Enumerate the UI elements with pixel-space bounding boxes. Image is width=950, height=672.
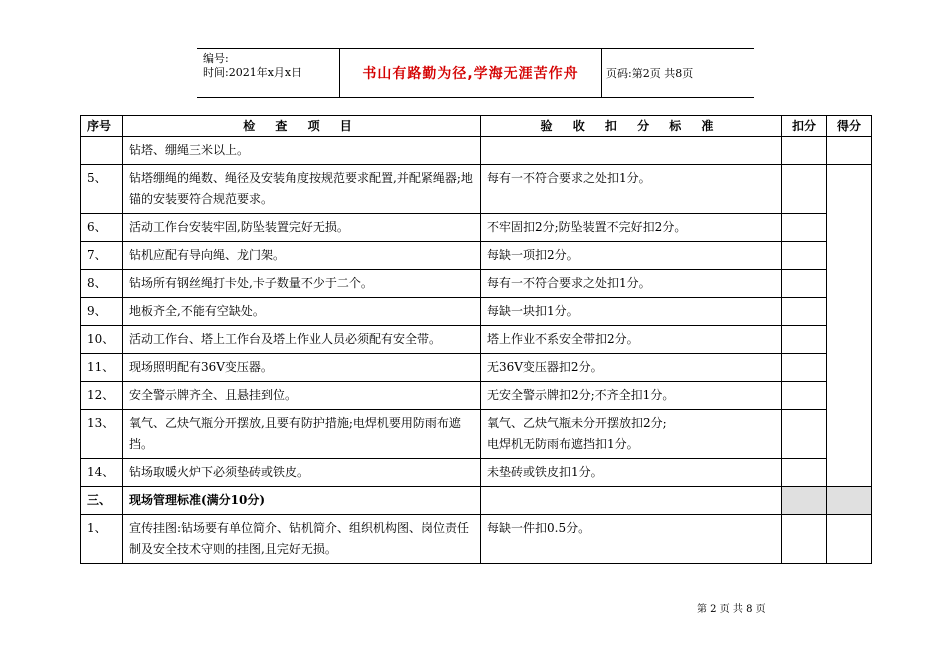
row-deduction bbox=[782, 214, 827, 242]
row-standard bbox=[481, 137, 782, 165]
row-standard: 无36V变压器扣2分。 bbox=[481, 354, 782, 382]
row-deduction bbox=[782, 410, 827, 459]
time-label: 时间:2021年x月x日 bbox=[203, 66, 303, 79]
row-deduction bbox=[782, 459, 827, 487]
table-row bbox=[81, 354, 872, 382]
row-standard: 每有一不符合要求之处扣1分。 bbox=[481, 270, 782, 298]
section-score bbox=[827, 487, 872, 515]
row-no: 6、 bbox=[81, 214, 123, 242]
row-score bbox=[827, 137, 872, 165]
row-item: 钻塔、绷绳三米以上。 bbox=[123, 137, 481, 165]
row-no: 12、 bbox=[81, 382, 123, 410]
table-row bbox=[81, 382, 872, 410]
section-no: 三、 bbox=[81, 487, 123, 515]
page-footer: 第 2 页 共 8 页 bbox=[697, 604, 766, 615]
row-deduction bbox=[782, 298, 827, 326]
row-item: 氧气、乙炔气瓶分开摆放,且要有防护措施;电焊机要用防雨布遮挡。 bbox=[123, 410, 481, 459]
col-header-deduction: 扣分 bbox=[782, 116, 827, 137]
row-standard: 塔上作业不系安全带扣2分。 bbox=[481, 326, 782, 354]
inspection-table bbox=[80, 115, 872, 564]
row-item: 现场照明配有36V变压器。 bbox=[123, 354, 481, 382]
table-row bbox=[81, 515, 872, 564]
number-label: 编号: bbox=[203, 52, 229, 65]
table-row bbox=[81, 137, 872, 165]
row-no: 9、 bbox=[81, 298, 123, 326]
table-row bbox=[81, 270, 872, 298]
row-item: 安全警示牌齐全、且悬挂到位。 bbox=[123, 382, 481, 410]
row-score bbox=[827, 515, 872, 564]
row-no: 5、 bbox=[81, 165, 123, 214]
col-header-item: 检 查 项 目 bbox=[123, 116, 481, 137]
row-score-merged bbox=[827, 165, 872, 487]
col-header-score: 得分 bbox=[827, 116, 872, 137]
table-header-row bbox=[81, 116, 872, 137]
row-deduction bbox=[782, 382, 827, 410]
row-standard-line1: 氧气、乙炔气瓶未分开摆放扣2分; bbox=[487, 416, 667, 430]
row-standard: 每有一不符合要求之处扣1分。 bbox=[481, 165, 782, 214]
header-page-label: 页码:第2页 共8页 bbox=[606, 67, 694, 80]
col-header-no: 序号 bbox=[81, 116, 123, 137]
row-standard: 每缺一件扣0.5分。 bbox=[481, 515, 782, 564]
row-deduction bbox=[782, 326, 827, 354]
row-item: 活动工作台、塔上工作台及塔上作业人员必须配有安全带。 bbox=[123, 326, 481, 354]
table-row bbox=[81, 326, 872, 354]
row-item: 钻场取暖火炉下必须垫砖或铁皮。 bbox=[123, 459, 481, 487]
row-deduction bbox=[782, 137, 827, 165]
table-row bbox=[81, 242, 872, 270]
row-no: 11、 bbox=[81, 354, 123, 382]
row-deduction bbox=[782, 242, 827, 270]
table-row bbox=[81, 214, 872, 242]
row-item: 钻场所有钢丝绳打卡处,卡子数量不少于二个。 bbox=[123, 270, 481, 298]
table-row bbox=[81, 459, 872, 487]
header-motto: 书山有路勤为径,学海无涯苦作舟 bbox=[339, 49, 602, 97]
row-item: 宣传挂图:钻场要有单位简介、钻机简介、组织机构图、岗位责任制及安全技术守则的挂图,且完好无损。 bbox=[123, 515, 481, 564]
row-item: 钻机应配有导向绳、龙门架。 bbox=[123, 242, 481, 270]
row-standard: 每缺一块扣1分。 bbox=[481, 298, 782, 326]
row-no: 13、 bbox=[81, 410, 123, 459]
row-standard bbox=[481, 410, 782, 459]
row-no: 8、 bbox=[81, 270, 123, 298]
section-row bbox=[81, 487, 872, 515]
row-item: 钻塔绷绳的绳数、绳径及安装角度按规范要求配置,并配紧绳器;地锚的安装要符合规范要求。 bbox=[123, 165, 481, 214]
row-no: 14、 bbox=[81, 459, 123, 487]
row-deduction bbox=[782, 354, 827, 382]
header-meta bbox=[197, 49, 339, 97]
col-header-standard: 验 收 扣 分 标 准 bbox=[481, 116, 782, 137]
table-row bbox=[81, 410, 872, 459]
row-standard-line2: 电焊机无防雨布遮挡扣1分。 bbox=[487, 437, 639, 451]
row-deduction bbox=[782, 515, 827, 564]
row-no: 10、 bbox=[81, 326, 123, 354]
document-header bbox=[197, 48, 754, 98]
table-row bbox=[81, 298, 872, 326]
row-standard: 不牢固扣2分;防坠装置不完好扣2分。 bbox=[481, 214, 782, 242]
row-no bbox=[81, 137, 123, 165]
table-row bbox=[81, 165, 872, 214]
section-deduction bbox=[782, 487, 827, 515]
row-item: 地板齐全,不能有空缺处。 bbox=[123, 298, 481, 326]
row-standard: 无安全警示牌扣2分;不齐全扣1分。 bbox=[481, 382, 782, 410]
section-title: 现场管理标准(满分10分) bbox=[123, 487, 481, 515]
row-deduction bbox=[782, 165, 827, 214]
row-deduction bbox=[782, 270, 827, 298]
row-no: 7、 bbox=[81, 242, 123, 270]
section-standard bbox=[481, 487, 782, 515]
row-standard: 未垫砖或铁皮扣1分。 bbox=[481, 459, 782, 487]
row-item: 活动工作台安装牢固,防坠装置完好无损。 bbox=[123, 214, 481, 242]
row-no: 1、 bbox=[81, 515, 123, 564]
row-standard: 每缺一项扣2分。 bbox=[481, 242, 782, 270]
